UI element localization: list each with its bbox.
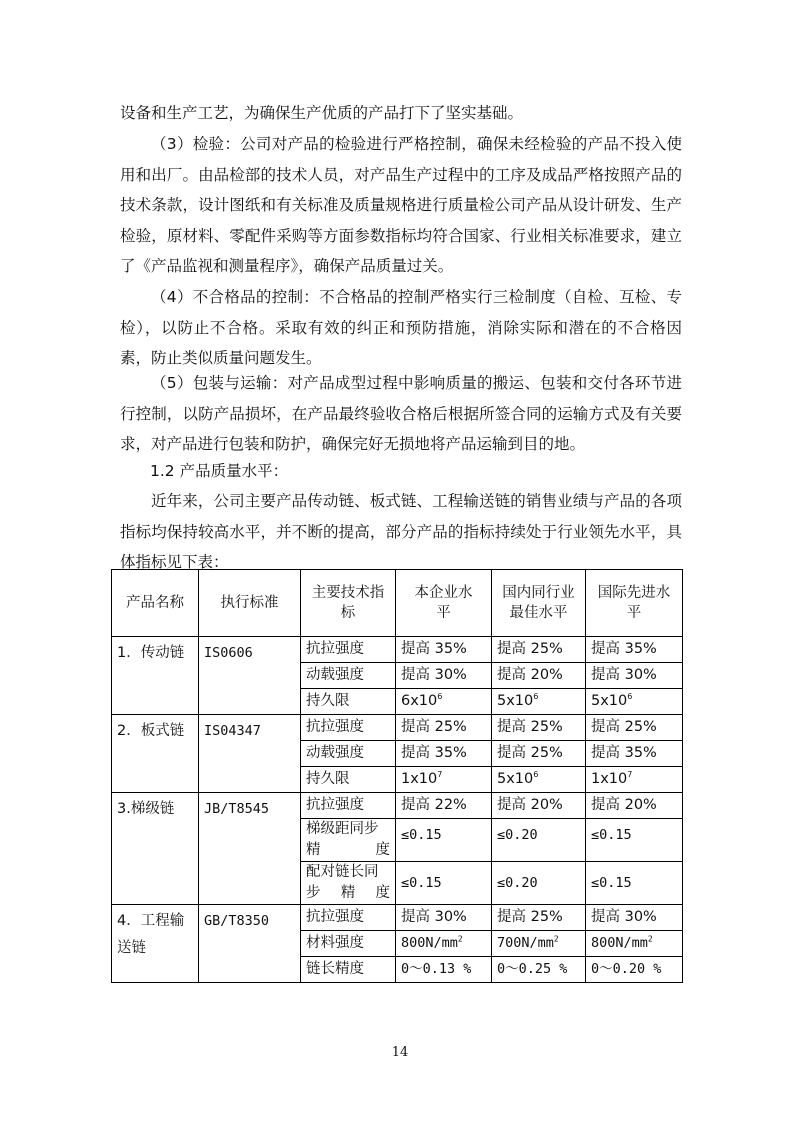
domestic-value-cell xyxy=(492,931,586,957)
indicator-cell: 梯级距同步精度 xyxy=(301,819,396,862)
own-value-cell: 提高 30% xyxy=(396,663,492,689)
value-base: 5x10 xyxy=(591,693,628,709)
domestic-value-cell xyxy=(492,767,586,793)
value-exponent: 2 xyxy=(457,934,463,944)
table-row xyxy=(112,905,683,931)
standard-cell: IS04347 xyxy=(199,715,301,793)
indicator-cell: 配对链长同步精度 xyxy=(301,862,396,905)
own-value-cell: 提高 35% xyxy=(396,741,492,767)
page-number: 14 xyxy=(391,1045,409,1060)
table-row xyxy=(112,793,683,819)
own-value-cell: ≤0.15 xyxy=(396,819,492,862)
value-base: 1x10 xyxy=(401,771,438,787)
domestic-value-cell: 提高 25% xyxy=(492,905,586,931)
product-cell: 1．传动链 xyxy=(112,637,199,715)
value-base: 1x10 xyxy=(591,771,628,787)
header-domestic-best: 国内同行业最佳水平 xyxy=(492,570,586,637)
intl-value-cell: 提高 30% xyxy=(586,905,683,931)
intl-value-cell xyxy=(586,767,683,793)
indicator-cell: 抗拉强度 xyxy=(301,637,396,663)
domestic-value-cell: 提高 20% xyxy=(492,663,586,689)
value-base: 800N/mm xyxy=(591,935,648,951)
quality-indicator-table xyxy=(111,569,683,983)
own-value-cell xyxy=(396,767,492,793)
header-indicator: 主要技术指标 xyxy=(301,570,396,637)
indicator-cell: 材料强度 xyxy=(301,931,396,957)
domestic-value-cell: 0～0.25 % xyxy=(492,957,586,983)
table-row xyxy=(112,637,683,663)
intl-value-cell: 提高 20% xyxy=(586,793,683,819)
value-base: 700N/mm xyxy=(497,935,554,951)
own-value-cell xyxy=(396,689,492,715)
domestic-value-cell: 提高 25% xyxy=(492,715,586,741)
value-exponent: 6 xyxy=(533,770,539,780)
own-value-cell: 提高 25% xyxy=(396,715,492,741)
product-cell: 2．板式链 xyxy=(112,715,199,793)
indicator-cell: 抗拉强度 xyxy=(301,793,396,819)
indicator-cell: 链长精度 xyxy=(301,957,396,983)
intl-value-cell: ≤0.15 xyxy=(586,862,683,905)
domestic-value-cell: ≤0.20 xyxy=(492,862,586,905)
indicator-cell: 持久限 xyxy=(301,689,396,715)
header-own-level: 本企业水 平 xyxy=(396,570,492,637)
own-value-cell: 提高 30% xyxy=(396,905,492,931)
domestic-value-cell: 提高 20% xyxy=(492,793,586,819)
paragraph-quality-level: 近年来，公司主要产品传动链、板式链、工程输送链的销售业绩与产品的各项指标均保持较高水平，并不断的提高，部分产品的指标持续处于行业领先水平，具体指标见下表： xyxy=(120,492,682,571)
intl-value-cell xyxy=(586,931,683,957)
intl-value-cell: 提高 35% xyxy=(586,637,683,663)
standard-cell: JB/T8545 xyxy=(199,793,301,905)
table-row xyxy=(112,715,683,741)
value-exponent: 2 xyxy=(553,934,559,944)
own-value-cell: 0～0.13 % xyxy=(396,957,492,983)
standard-cell: GB/T8350 xyxy=(199,905,301,983)
value-base: 6x10 xyxy=(401,693,438,709)
domestic-value-cell: 提高 25% xyxy=(492,741,586,767)
value-exponent: 2 xyxy=(647,934,653,944)
product-cell: 4．工程输送链 xyxy=(112,905,199,983)
own-value-cell: 提高 22% xyxy=(396,793,492,819)
own-value-cell: ≤0.15 xyxy=(396,862,492,905)
value-exponent: 7 xyxy=(627,770,633,780)
indicator-cell: 动载强度 xyxy=(301,741,396,767)
indicator-cell: 抗拉强度 xyxy=(301,715,396,741)
intl-value-cell xyxy=(586,689,683,715)
section-heading: 1.2 产品质量水平： xyxy=(150,462,289,480)
intl-value-cell: 提高 25% xyxy=(586,715,683,741)
standard-cell: IS0606 xyxy=(199,637,301,715)
intl-value-cell: 提高 35% xyxy=(586,741,683,767)
own-value-cell: 提高 35% xyxy=(396,637,492,663)
value-base: 800N/mm xyxy=(401,935,458,951)
table-header-row xyxy=(112,570,683,637)
intl-value-cell: 提高 30% xyxy=(586,663,683,689)
value-exponent: 6 xyxy=(533,692,539,702)
value-base: 5x10 xyxy=(497,693,534,709)
indicator-cell: 持久限 xyxy=(301,767,396,793)
indicator-cell: 动载强度 xyxy=(301,663,396,689)
domestic-value-cell: 提高 25% xyxy=(492,637,586,663)
paragraph-nonconforming: （4）不合格品的控制：不合格品的控制严格实行三检制度（自检、互检、专检），以防止不合格。采取有效的纠正和预防措施，消除实际和潜在的不合格因素，防止类似质量问题发生。 xyxy=(120,288,682,367)
header-international: 国际先进水平 xyxy=(586,570,683,637)
own-value-cell xyxy=(396,931,492,957)
value-exponent: 6 xyxy=(627,692,633,702)
value-exponent: 7 xyxy=(437,770,443,780)
product-cell: 3.梯级链 xyxy=(112,793,199,905)
paragraph-continuation: 设备和生产工艺，为确保生产优质的产品打下了坚实基础。 xyxy=(120,104,524,122)
header-standard: 执行标准 xyxy=(199,570,301,637)
paragraph-packaging: （5）包装与运输：对产品成型过程中影响质量的搬运、包装和交付各环节进行控制，以防产品损坏，在产品最终验收合格后根据所签合同的运输方式及有关要求，对产品进行包装和防护，确保完好无损地将产品运输到目的地。 xyxy=(120,374,682,453)
value-exponent: 6 xyxy=(437,692,443,702)
paragraph-inspection: （3）检验：公司对产品的检验进行严格控制，确保未经检验的产品不投入使用和出厂。由品检部的技术人员，对产品生产过程中的工序及成品严格按照产品的技术条款，设计图纸和有关标准及质量规格进行质量检公司产品从设计研发、生产检验，原材料、零配件采购等方面参数指标均符合国家、行业相关标准要求，建立了《产品监视和测量程序》，确保产品质量过关。 xyxy=(120,135,682,275)
value-base: 5x10 xyxy=(497,771,534,787)
domestic-value-cell: ≤0.20 xyxy=(492,819,586,862)
domestic-value-cell xyxy=(492,689,586,715)
indicator-cell: 抗拉强度 xyxy=(301,905,396,931)
intl-value-cell: ≤0.15 xyxy=(586,819,683,862)
intl-value-cell: 0～0.20 % xyxy=(586,957,683,983)
header-product-name: 产品名称 xyxy=(112,570,199,637)
